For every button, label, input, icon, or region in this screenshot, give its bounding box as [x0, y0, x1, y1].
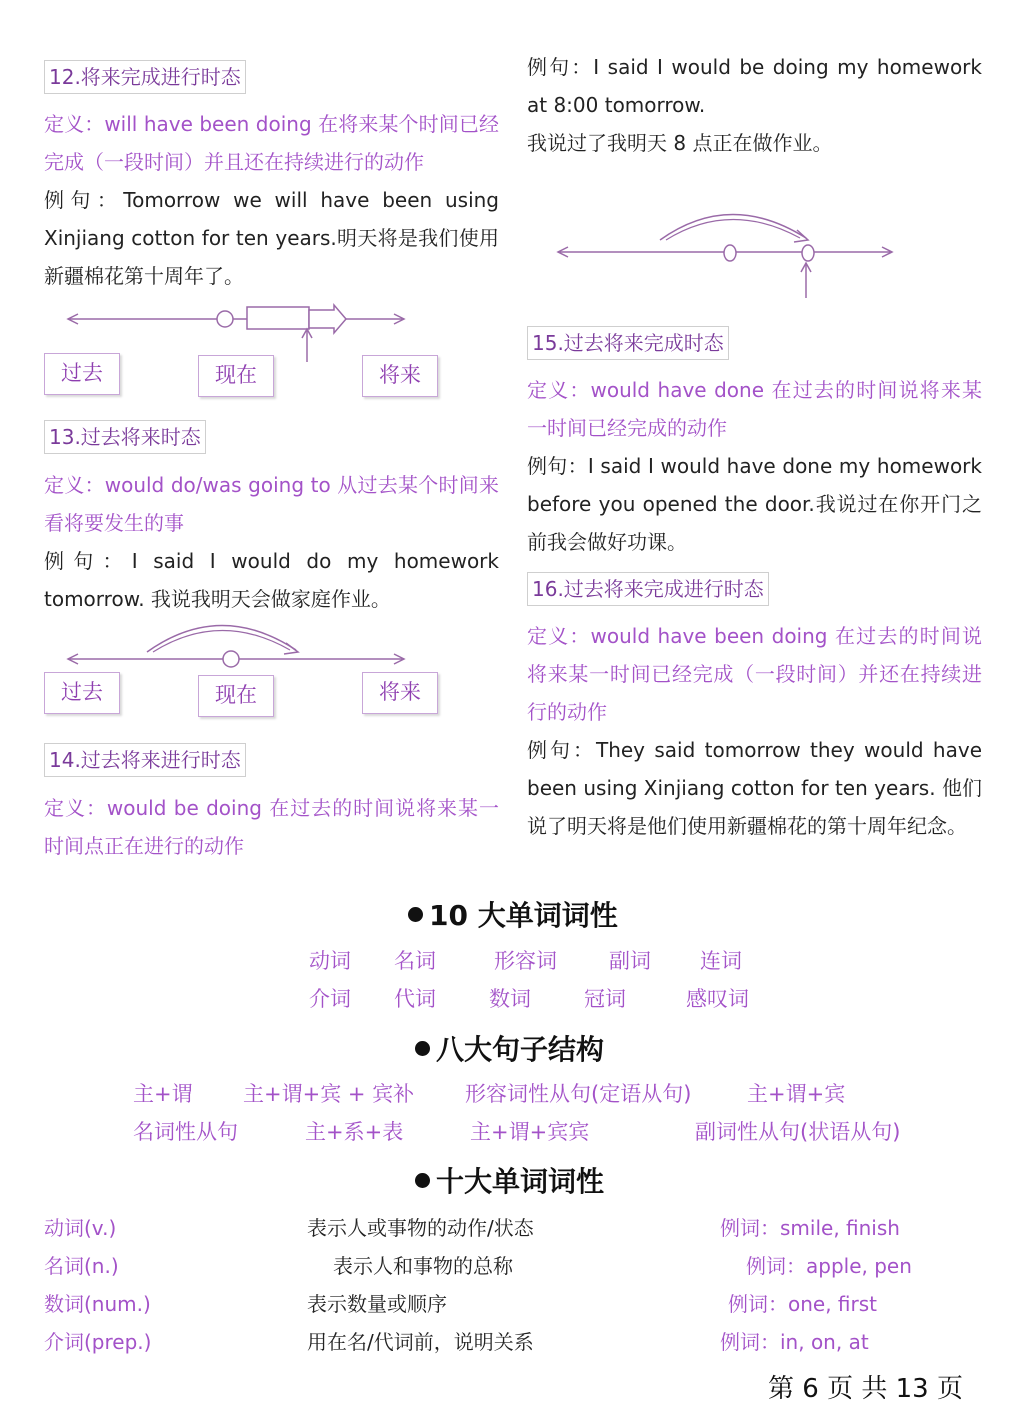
pos-name: 介词(prep.): [44, 1330, 152, 1354]
pos-example: 例词：in, on, at: [720, 1330, 869, 1354]
sentence8-title: 八大句子结构: [436, 1033, 605, 1066]
pos-example: 例词：smile, finish: [720, 1216, 900, 1240]
pos-name: 动词(v.): [44, 1216, 117, 1240]
time-point-circle: [724, 245, 736, 261]
pos-word: 冠词: [584, 987, 626, 1011]
label-now: 现在: [198, 675, 274, 717]
pos-word: 动词: [309, 949, 351, 973]
curved-arc-outer: [147, 625, 296, 652]
section-13-title: 13.过去将来时态: [44, 420, 206, 454]
label-past: 过去: [44, 353, 120, 395]
bullet-dot-icon: [408, 907, 423, 922]
pos-example: 例词：one, first: [728, 1292, 878, 1316]
pos-name: 数词(num.): [44, 1292, 151, 1316]
section-14-title: 14.过去将来进行时态: [44, 743, 246, 777]
section-16-definition: 定义：would have been doing 在过去的时间说将来某一时间已经完成（一段时间）并还在持续进行的动作: [527, 624, 982, 724]
pos-description: 表示人或事物的动作/状态: [307, 1216, 534, 1240]
time-point-circle: [223, 651, 239, 667]
pos-word: 感叹词: [686, 987, 749, 1011]
curved-arc-inner: [666, 219, 800, 240]
sentence8-heading: [415, 1028, 604, 1068]
label-future: 将来: [362, 355, 438, 397]
label-past: 过去: [44, 672, 120, 714]
pos-description: 表示人和事物的总称: [333, 1254, 513, 1278]
section-15-title: 15.过去将来完成时态: [527, 326, 729, 360]
section-14-definition: 定义：would be doing 在过去的时间说将来某一时间点正在进行的动作: [44, 796, 499, 858]
section-12-title: 12.将来完成进行时态: [44, 60, 246, 94]
sentence-structure: 主+谓+宾 + 宾补: [243, 1082, 415, 1106]
time-point-circle: [802, 245, 814, 261]
section-15-definition: 定义：would have done 在过去的时间说将来某一时间已经完成的动作: [527, 378, 982, 440]
pos-word: 形容词: [494, 949, 557, 973]
sentence-structure: 名词性从句: [133, 1120, 238, 1144]
section-12-definition: 定义：will have been doing 在将来某个时间已经完成（一段时间）并且还在持续进行的动作: [44, 112, 499, 174]
section-13-example: 例句：I said I would do my homework tomorrow. 我说我明天会做家庭作业。: [44, 549, 499, 611]
pos-word: 数词: [489, 987, 531, 1011]
pos-table-heading: [415, 1160, 604, 1200]
section-12-example: 例句：Tomorrow we will have been using Xinjiang cotton for ten years.明天将是我们使用新疆棉花第十周年了。: [44, 188, 499, 288]
sentence-structure: 主+谓+宾宾: [470, 1120, 590, 1144]
pos-word: 代词: [394, 987, 436, 1011]
pos-word: 连词: [700, 949, 742, 973]
page-number: 第 6 页 共 13 页: [768, 1374, 963, 1404]
section-16-title: 16.过去将来完成进行时态: [527, 572, 769, 606]
pos-word: 名词: [394, 949, 436, 973]
pos10-title: 10 大单词词性: [429, 899, 618, 932]
curved-arc-inner: [153, 630, 290, 652]
section-14-example: 例句：I said I would be doing my homework at 8:00 tomorrow.: [527, 55, 982, 117]
bullet-dot-icon: [415, 1041, 430, 1056]
sentence-structure: 主+系+表: [305, 1120, 404, 1144]
sentence-structure: 主+谓+宾: [747, 1082, 846, 1106]
bullet-dot-icon: [415, 1173, 430, 1188]
pos10-heading: [408, 894, 618, 934]
pos-name: 名词(n.): [44, 1254, 119, 1278]
sentence-structure: 副词性从句(状语从句): [695, 1120, 901, 1144]
timeline-diagram-14: [0, 0, 1024, 320]
sentence-structure: 形容词性从句(定语从句): [465, 1082, 692, 1106]
label-future: 将来: [362, 672, 438, 714]
pos-table-title: 十大单词词性: [436, 1165, 605, 1198]
section-14-example-cn: 我说过了我明天 8 点正在做作业。: [527, 131, 833, 155]
section-13-definition: 定义：would do/was going to 从过去某个时间来看将要发生的事: [44, 473, 499, 535]
pos-word: 介词: [309, 987, 351, 1011]
pos-example: 例词：apple, pen: [746, 1254, 912, 1278]
pos-word: 副词: [609, 949, 651, 973]
sentence-structure: 主+谓: [133, 1082, 193, 1106]
section-15-example: 例句：I said I would have done my homework before you opened the door.我说过在你开门之前我会做好功课。: [527, 454, 982, 554]
label-now: 现在: [198, 355, 274, 397]
curved-arc-outer: [660, 214, 806, 240]
pos-description: 用在名/代词前，说明关系: [307, 1330, 534, 1354]
section-16-example: 例句：They said tomorrow they would have been using Xinjiang cotton for ten years. 他们说了明天将是他们使用新疆棉花的第十周年纪念。: [527, 738, 982, 838]
pos-description: 表示数量或顺序: [307, 1292, 447, 1316]
